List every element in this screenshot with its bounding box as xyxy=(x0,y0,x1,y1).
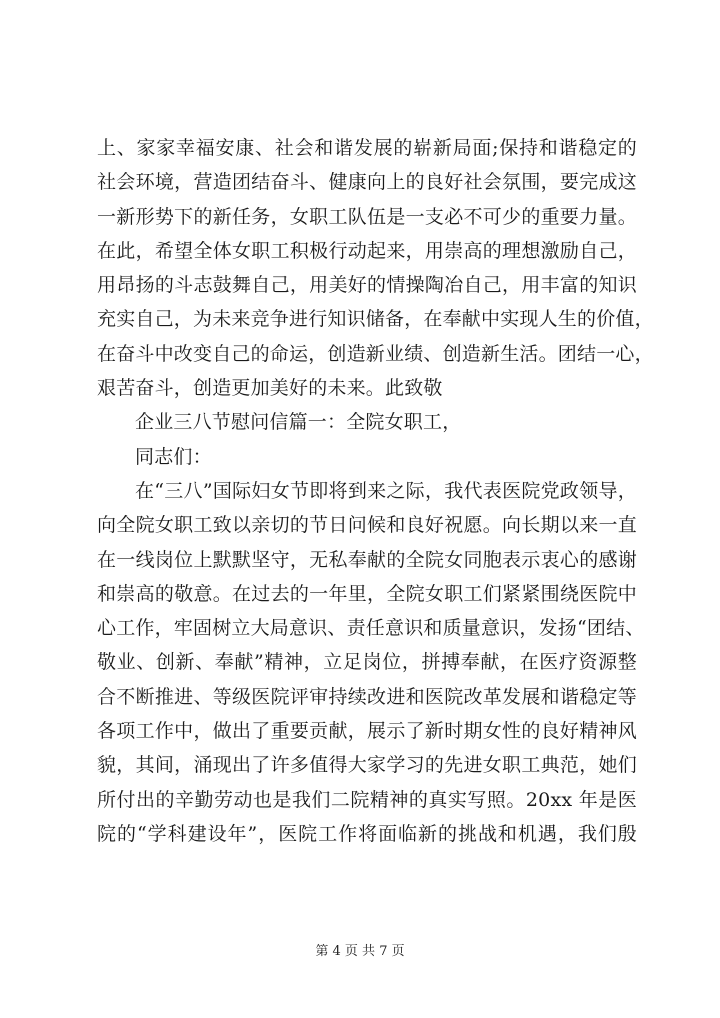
text-line: 和崇高的敬意。在过去的一年里，全院女职工们紧紧围绕医院中 xyxy=(97,582,637,605)
salutation: 同志们： xyxy=(135,445,212,468)
text-line: 在奋斗中改变自己的命运，创造新业绩、创造新生活。团结一心， xyxy=(97,342,654,365)
text-line: 充实自己，为未来竞争进行知识储备，在奉献中实现人生的价值， xyxy=(97,308,654,331)
text-line: 在此，希望全体女职工积极行动起来，用崇高的理想激励自己， xyxy=(97,239,637,262)
text-line: 用昂扬的斗志鼓舞自己，用美好的情操陶冶自己，用丰富的知识 xyxy=(97,274,637,297)
text-line: 在一线岗位上默默坚守，无私奉献的全院女同胞表示衷心的感谢 xyxy=(97,548,637,571)
text-line: 敬业、创新、奉献”精神，立足岗位，拼搏奉献，在医疗资源整 xyxy=(97,651,637,674)
text-line: 上、家家幸福安康、社会和谐发展的崭新局面;保持和谐稳定的 xyxy=(97,137,637,159)
text-line: 艰苦奋斗，创造更加美好的未来。此致敬 xyxy=(97,377,443,400)
text-line: 向全院女职工致以亲切的节日问候和良好祝愿。向长期以来一直 xyxy=(97,514,637,537)
text-line: 心工作，牢固树立大局意识、责任意识和质量意识，发扬“团结、 xyxy=(97,617,645,640)
text-line: 貌，其间，涌现出了许多值得大家学习的先进女职工典范，她们 xyxy=(97,754,637,777)
text-line: 所付出的辛勤劳动也是我们二院精神的真实写照。20xx 年是医 xyxy=(97,788,637,811)
page-footer xyxy=(0,940,720,959)
text-line: 社会环境，营造团结奋斗、健康向上的良好社会氛围，要完成这 xyxy=(97,171,637,194)
body-text xyxy=(97,131,654,851)
text-line: 在“三八”国际妇女节即将到来之际，我代表医院党政领导， xyxy=(135,479,637,502)
page-number: 第 4 页 共 7 页 xyxy=(315,944,405,959)
text-line: 一新形势下的新任务，女职工队伍是一支必不可少的重要力量。 xyxy=(97,205,637,228)
text-line: 各项工作中，做出了重要贡献，展示了新时期女性的良好精神风 xyxy=(97,720,637,743)
section-heading: 企业三八节慰问信篇一：全院女职工， xyxy=(135,411,462,434)
text-line: 院的“学科建设年”，医院工作将面临新的挑战和机遇，我们殷 xyxy=(97,822,637,845)
text-line: 合不断推进、等级医院评审持续改进和医院改革发展和谐稳定等 xyxy=(97,685,637,708)
